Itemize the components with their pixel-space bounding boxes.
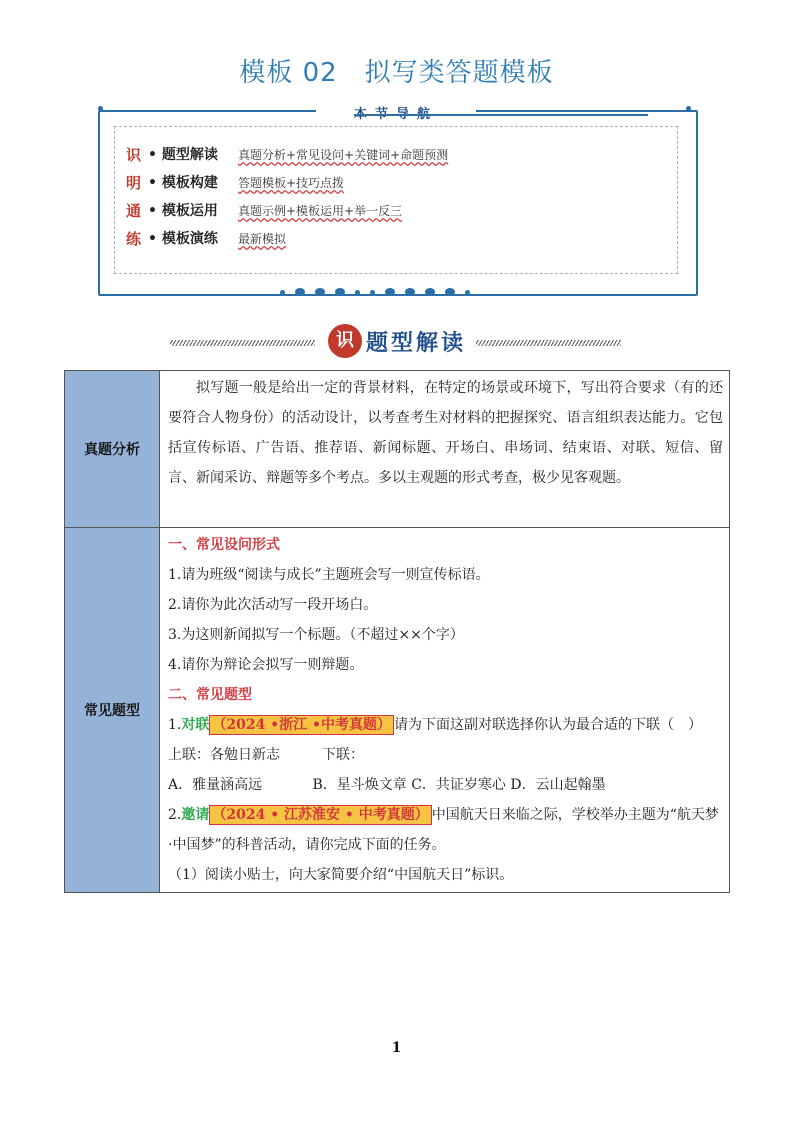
example-2: [168, 800, 723, 860]
section-title: 题型解读: [366, 330, 467, 356]
couplet-line: 上联：各勉日新志 下联：: [168, 747, 364, 763]
question-item: 4.请你为辩论会拟写一则辩题。: [168, 657, 364, 673]
types-cell: [160, 528, 730, 893]
nav-row-char: 练: [126, 229, 142, 248]
section-heading: [170, 322, 622, 362]
nav-row-char: 明: [126, 173, 142, 192]
nav-row-char: 通: [126, 201, 142, 220]
subheading-question-forms: 一、常见设问形式: [168, 537, 280, 553]
content-table: [64, 370, 730, 893]
example-1: [168, 710, 723, 740]
question-item: 2.请你为此次活动写一段开场白。: [168, 597, 378, 613]
example-text: 请为下面这副对联选择你认为最合适的下联（ ）: [393, 717, 702, 733]
option-a: A．雅量涵高远: [168, 777, 263, 793]
question-item: 3.为这则新闻拟写一个标题。（不超过××个字）: [168, 627, 464, 643]
nav-row: [126, 142, 448, 166]
nav-row: [126, 226, 286, 250]
nav-header: 本节导航: [316, 104, 476, 126]
left-hatch-decoration: [170, 340, 315, 346]
row-header-types: 常见题型: [65, 528, 160, 893]
subheading-question-types: 二、常见题型: [168, 687, 252, 703]
nav-row-item: • 题型解读: [148, 147, 218, 163]
question-item: 1.请为班级“阅读与成长”主题班会写一则宣传标语。: [168, 567, 490, 583]
nav-row: [126, 198, 402, 222]
source-tag: （2024 •浙江 •中考真题）: [209, 715, 394, 735]
analysis-text: 拟写题一般是给出一定的背景材料，在特定的场景或环境下，写出符合要求（有的还要符合人物身份）的活动设计，以考查考生对材料的把握探究、语言组织表达能力。它包括宣传标语、广告语、推荐语、新闻标题、开场白、串场词、结束语、对联、短信、留言、新闻采访、辩题等多个考点。多以主观题的形式考查，极少见客观题。: [168, 380, 723, 486]
example-type: 对联: [181, 717, 210, 733]
nav-row-item: • 模板演练: [148, 231, 218, 247]
nav-row-desc: 最新模拟: [238, 231, 287, 246]
page-title: 模板 02 拟写类答题模板: [239, 58, 554, 88]
source-tag: （2024 • 江苏淮安 • 中考真题）: [209, 805, 431, 825]
example-number: 2.: [168, 807, 182, 823]
example-text: 中国航天日来临之际，学校举办主题为“航天梦·中国梦”的科普活动，请你完成下面的任务。: [168, 807, 719, 853]
nav-row: [126, 170, 344, 194]
table-row: [65, 371, 730, 528]
nav-row-desc: 真题示例+模板运用+举一反三: [238, 203, 403, 218]
option-b: B．星斗焕文章: [312, 777, 407, 793]
option-d: D．云山起翰墨: [510, 777, 606, 793]
options-row: [168, 770, 723, 800]
section-badge: 识: [328, 324, 362, 358]
example-number: 1.: [168, 717, 182, 733]
table-row: [65, 528, 730, 893]
nav-row-item: • 模板运用: [148, 203, 218, 219]
example-type: 邀请: [181, 807, 210, 823]
analysis-cell: [160, 371, 730, 528]
right-hatch-decoration: [476, 340, 621, 346]
nav-row-desc: 答题模板+技巧点拨: [238, 175, 345, 190]
row-header-analysis: 真题分析: [65, 371, 160, 528]
nav-row-desc: 真题分析+常见设问+关键词+命题预测: [238, 147, 449, 162]
nav-row-char: 识: [126, 145, 142, 164]
sub-task: （1）阅读小贴士，向大家简要介绍“中国航天日”标识。: [168, 867, 514, 883]
option-c: C．共证岁寒心: [411, 777, 506, 793]
nav-row-item: • 模板构建: [148, 175, 218, 191]
section-navigation-box: [98, 104, 696, 294]
bottom-decoration-dots: [280, 288, 470, 296]
page-number: 1: [391, 1040, 402, 1056]
